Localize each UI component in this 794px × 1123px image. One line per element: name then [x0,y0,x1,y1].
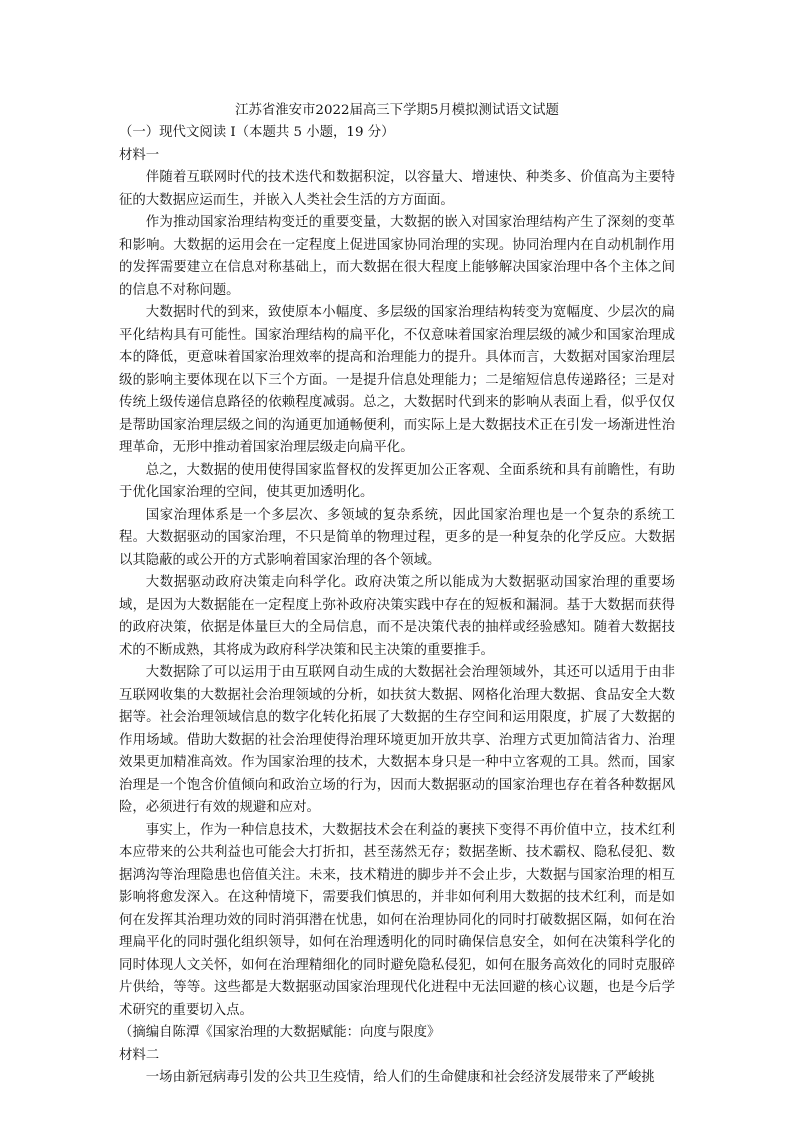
paragraph: 伴随着互联网时代的技术迭代和数据积淀，以容量大、增速快、种类多、价值高为主要特征的大数据应运而生，并嵌入人类社会生活的方方面面。 [119,170,675,208]
document-page [119,100,675,1090]
material-2-label: 材料二 [119,1047,160,1063]
paragraph: 总之，大数据的使用使得国家监督权的发挥更加公正客观、全面系统和具有前瞻性，有助于优化国家治理的空间，使其更加透明化。 [119,462,675,500]
paragraph: 大数据时代的到来，致使原本小幅度、多层级的国家治理结构转变为宽幅度、少层次的扁平化结构具有可能性。国家治理结构的扁平化，不仅意味着国家治理层级的减少和国家治理成本的降低，更意味着国家治理效率的提高和治理能力的提升。具体而言，大数据对国家治理层级的影响主要体现在以下三个方面。一是提升信息处理能力；二是缩短信息传递路径；三是对传统上级传递信息路径的依赖程度减弱。总之，大数据时代到来的影响从表面上看，似乎仅仅是帮助国家治理层级之间的沟通更加通畅便利，而实际上是大数据技术正在引发一场渐进性治理革命，无形中推动着国家治理层级走向扁平化。 [119,305,675,455]
paragraph: 大数据除了可以运用于由互联网自动生成的大数据社会治理领域外，其还可以适用于由非互联网收集的大数据社会治理领域的分析，如扶贫大数据、网格化治理大数据、食品安全大数据等。社会治理领域信息的数字化转化拓展了大数据的生存空间和运用限度，扩展了大数据的作用场域。借助大数据的社会治理使得治理环境更加开放共享、治理方式更加简洁省力、治理效果更加精准高效。作为国家治理的技术，大数据本身只是一种中立客观的工具。然而，国家治理是一个饱含价值倾向和政治立场的行为，因而大数据驱动的国家治理也存在着各种数据风险，必须进行有效的规避和应对。 [119,665,675,815]
section-heading: （一）现代文阅读 I（本题共 5 小题，19 分） [119,125,395,140]
paragraph: 大数据驱动政府决策走向科学化。政府决策之所以能成为大数据驱动国家治理的重要场域，是因为大数据能在一定程度上弥补政府决策实践中存在的短板和漏洞。基于大数据而获得的政府决策，依据是体量巨大的全局信息，而不是决策代表的抽样或经验感知。随着大数据技术的不断成熟，其将成为政府科学决策和民主决策的重要推手。 [119,575,675,658]
material-1-label: 材料一 [119,147,160,163]
paragraph: 国家治理体系是一个多层次、多领域的复杂系统，因此国家治理也是一个复杂的系统工程。大数据驱动的国家治理，不只是简单的物理过程，更多的是一种复杂的化学反应。大数据以其隐蔽的或公开的方式影响着国家治理的各个领域。 [119,507,675,568]
document-title: 江苏省淮安市2022届高三下学期5月模拟测试语文试题 [235,103,559,118]
paragraph: 一场由新冠病毒引发的公共卫生疫情，给人们的生命健康和社会经济发展带来了严峻挑 [145,1070,655,1085]
paragraph: 事实上，作为一种信息技术，大数据技术会在利益的裹挟下变得不再价值中立，技术红利本应带来的公共利益也可能会大打折扣，甚至荡然无存；数据垄断、技术霸权、隐私侵犯、数据鸿沟等治理隐患也倍值关注。未来，技术精进的脚步并不会止步，大数据与国家治理的相互影响将愈发深入。在这种情境下，需要我们慎思的，并非如何利用大数据的技术红利，而是如何在发挥其治理功效的同时消弭潜在忧患，如何在治理协同化的同时打破数据区隔，如何在治理扁平化的同时强化组织领导，如何在治理透明化的同时确保信息安全，如何在决策科学化的同时体现人文关怀，如何在治理精细化的同时避免隐私侵犯，如何在服务高效化的同时克服碎片供给，等等。这些都是大数据驱动国家治理现代化进程中无法回避的核心议题，也是今后学术研究的重要切入点。 [119,822,675,1018]
paragraph: 作为推动国家治理结构变迁的重要变量，大数据的嵌入对国家治理结构产生了深刻的变革和影响。大数据的运用会在一定程度上促进国家协同治理的实现。协同治理内在自动机制作用的发挥需要建立在信息对称基础上，而大数据在很大程度上能够解决国家治理中各个主体之间的信息不对称问题。 [119,215,675,298]
source-citation: （摘编自陈潭《国家治理的大数据赋能：向度与限度》 [119,1025,441,1040]
